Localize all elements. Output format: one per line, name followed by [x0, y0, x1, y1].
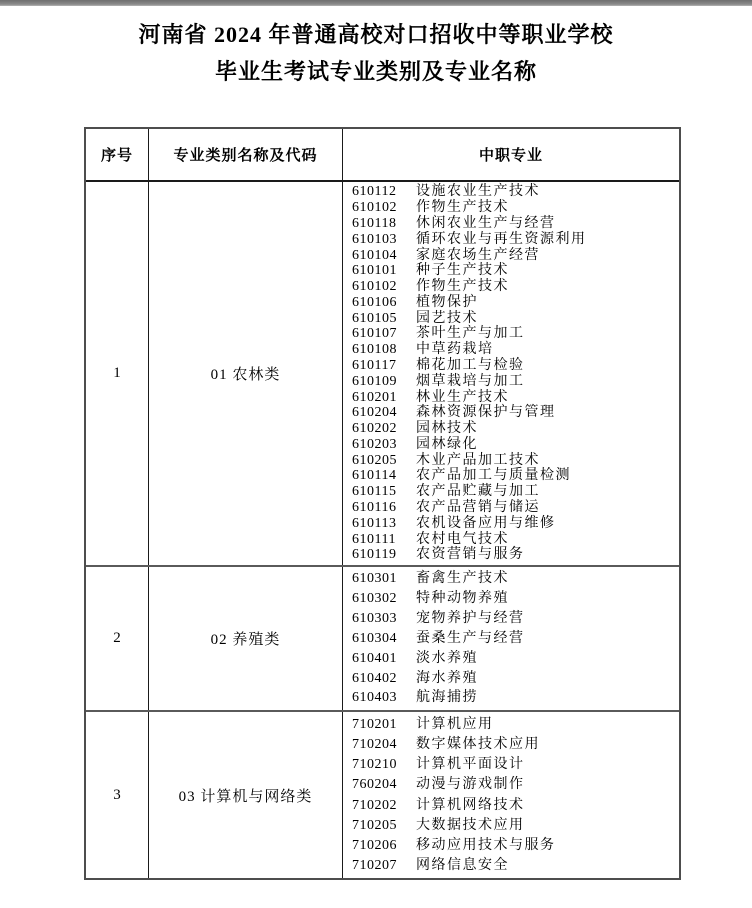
major-line — [352, 651, 675, 666]
row-majors-cell — [343, 567, 679, 710]
major-code: 710204 — [352, 736, 397, 752]
major-code: 610203 — [352, 436, 397, 452]
major-code: 610301 — [352, 571, 397, 587]
major-code: 610102 — [352, 200, 397, 216]
major-line — [352, 453, 675, 468]
major-name: 特种动物养殖 — [416, 591, 509, 607]
major-line — [352, 405, 675, 420]
major-code: 610114 — [352, 468, 397, 484]
major-code: 610201 — [352, 389, 397, 405]
major-code: 610403 — [352, 690, 397, 706]
major-name: 家庭农场生产经营 — [416, 247, 540, 263]
major-name: 农资营销与服务 — [416, 547, 525, 563]
row-category: 02 养殖类 — [149, 567, 343, 710]
major-line — [352, 279, 675, 294]
major-code: 610117 — [352, 357, 397, 373]
major-line — [352, 468, 675, 483]
major-line — [352, 484, 675, 499]
header-majors: 中职专业 — [478, 148, 543, 164]
header-category: 专业类别名称及代码 — [149, 129, 343, 180]
major-code: 610304 — [352, 630, 397, 646]
major-code: 610102 — [352, 279, 397, 295]
major-line — [352, 858, 675, 873]
document-title — [0, 16, 752, 90]
major-name: 航海捕捞 — [416, 690, 478, 706]
major-name: 种子生产技术 — [416, 263, 509, 279]
major-line — [352, 421, 675, 436]
major-code: 610202 — [352, 421, 397, 437]
major-code: 710201 — [352, 716, 397, 732]
major-name: 棉花加工与检验 — [416, 357, 525, 373]
major-line — [352, 516, 675, 531]
major-line — [352, 358, 675, 373]
major-line — [352, 390, 675, 405]
major-line — [352, 690, 675, 705]
major-line — [352, 216, 675, 231]
major-line — [352, 326, 675, 341]
major-name: 宠物养护与经营 — [416, 611, 525, 627]
major-code: 610118 — [352, 215, 397, 231]
major-line — [352, 818, 675, 833]
major-code: 610105 — [352, 310, 397, 326]
majors-list — [352, 184, 675, 563]
row-index: 2 — [86, 567, 149, 710]
major-code: 610104 — [352, 247, 397, 263]
major-name: 园艺技术 — [416, 310, 478, 326]
major-name: 网络信息安全 — [416, 858, 509, 874]
header-index: 序号 — [86, 129, 149, 180]
major-line — [352, 342, 675, 357]
row-index: 1 — [86, 182, 149, 565]
major-name: 农机设备应用与维修 — [416, 515, 556, 531]
major-code: 610303 — [352, 611, 397, 627]
major-code: 610119 — [352, 547, 397, 563]
major-name: 农产品营销与储运 — [416, 500, 540, 516]
major-name: 畜禽生产技术 — [416, 571, 509, 587]
major-line — [352, 838, 675, 853]
major-name: 植物保护 — [416, 294, 478, 310]
window-top-edge — [0, 0, 752, 6]
major-code: 610108 — [352, 342, 397, 358]
major-name: 农产品贮藏与加工 — [416, 484, 540, 500]
major-code: 610112 — [352, 184, 397, 200]
major-name: 设施农业生产技术 — [416, 184, 540, 200]
major-name: 计算机应用 — [416, 716, 494, 732]
row-majors-cell — [343, 182, 679, 565]
major-name: 循环农业与再生资源利用 — [416, 231, 587, 247]
major-code: 610111 — [352, 531, 396, 547]
major-line — [352, 295, 675, 310]
major-code: 610113 — [352, 515, 397, 531]
major-code: 610401 — [352, 650, 397, 666]
major-name: 数字媒体技术应用 — [416, 736, 540, 752]
majors-list — [352, 569, 675, 708]
major-line — [352, 500, 675, 515]
major-code: 610106 — [352, 294, 397, 310]
table-row — [86, 182, 679, 567]
major-name: 蚕桑生产与经营 — [416, 630, 525, 646]
major-name: 园林技术 — [416, 421, 478, 437]
major-code: 710202 — [352, 797, 397, 813]
document-title-line1: 河南省 2024 年普通高校对口招收中等职业学校 — [138, 22, 614, 47]
major-code: 710210 — [352, 757, 397, 773]
major-code: 610115 — [352, 484, 397, 500]
major-name: 茶叶生产与加工 — [416, 326, 525, 342]
major-name: 计算机平面设计 — [416, 757, 525, 773]
major-code: 760204 — [352, 777, 397, 793]
major-code: 610116 — [352, 500, 397, 516]
major-code: 710205 — [352, 817, 397, 833]
major-name: 森林资源保护与管理 — [416, 405, 556, 421]
major-code: 610107 — [352, 326, 397, 342]
majors-list — [352, 714, 675, 876]
major-line — [352, 184, 675, 199]
major-name: 林业生产技术 — [416, 389, 509, 405]
row-majors-cell — [343, 712, 679, 878]
major-code: 710206 — [352, 838, 397, 854]
majors-table — [84, 127, 681, 880]
major-name: 动漫与游戏制作 — [416, 777, 525, 793]
major-name: 园林绿化 — [416, 436, 478, 452]
major-line — [352, 671, 675, 686]
major-line — [352, 757, 675, 772]
major-name: 农产品加工与质量检测 — [416, 468, 571, 484]
row-category: 03 计算机与网络类 — [149, 712, 343, 878]
major-name: 作物生产技术 — [416, 279, 509, 295]
major-code: 610302 — [352, 591, 397, 607]
major-code: 610204 — [352, 405, 397, 421]
major-line — [352, 200, 675, 215]
major-code: 610109 — [352, 373, 397, 389]
major-name: 农村电气技术 — [416, 531, 509, 547]
table-row — [86, 567, 679, 712]
major-line — [352, 777, 675, 792]
row-index: 3 — [86, 712, 149, 878]
major-line — [352, 232, 675, 247]
major-name: 作物生产技术 — [416, 200, 509, 216]
major-name: 淡水养殖 — [416, 650, 478, 666]
document-title-line2: 毕业生考试专业类别及专业名称 — [214, 59, 537, 84]
major-code: 610103 — [352, 231, 397, 247]
major-line — [352, 571, 675, 586]
major-line — [352, 311, 675, 326]
major-code: 610402 — [352, 670, 397, 686]
major-line — [352, 248, 675, 263]
major-name: 木业产品加工技术 — [416, 452, 540, 468]
major-line — [352, 631, 675, 646]
major-code: 610101 — [352, 263, 397, 279]
major-code: 610205 — [352, 452, 397, 468]
major-line — [352, 547, 675, 562]
major-name: 大数据技术应用 — [416, 817, 525, 833]
major-line — [352, 437, 675, 452]
major-code: 710207 — [352, 858, 397, 874]
table-row — [86, 712, 679, 878]
major-name: 烟草栽培与加工 — [416, 373, 525, 389]
major-line — [352, 737, 675, 752]
major-line — [352, 717, 675, 732]
table-body — [86, 182, 679, 878]
major-name: 计算机网络技术 — [416, 797, 525, 813]
major-name: 休闲农业生产与经营 — [416, 215, 556, 231]
major-line — [352, 374, 675, 389]
major-line — [352, 798, 675, 813]
major-line — [352, 591, 675, 606]
table-header-row — [86, 129, 679, 182]
major-line — [352, 532, 675, 547]
major-name: 海水养殖 — [416, 670, 478, 686]
major-name: 中草药栽培 — [416, 342, 494, 358]
row-category: 01 农林类 — [149, 182, 343, 565]
major-line — [352, 611, 675, 626]
major-line — [352, 263, 675, 278]
major-name: 移动应用技术与服务 — [416, 838, 556, 854]
